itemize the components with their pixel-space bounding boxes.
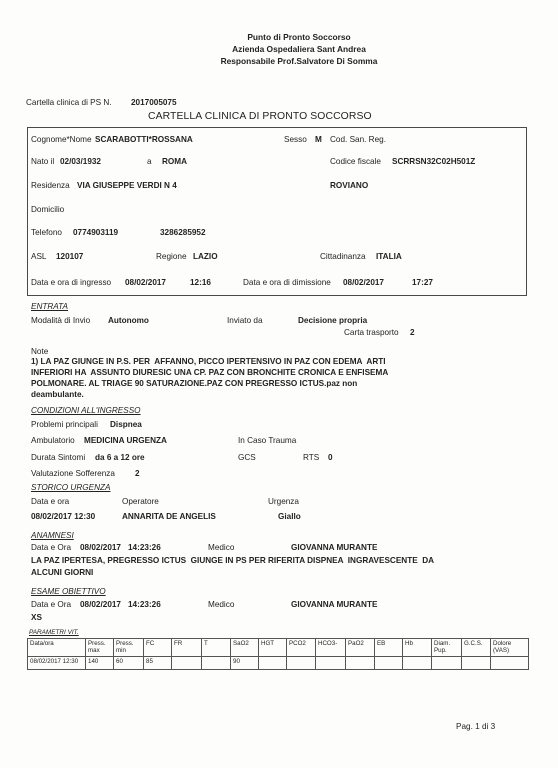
exam-doctor: GIOVANNA MURANTE xyxy=(291,600,378,609)
table-cell xyxy=(432,657,462,670)
header-facility-name: Punto di Pronto Soccorso xyxy=(247,32,351,42)
notes-label: Note xyxy=(31,347,49,356)
trauma-label: In Caso Trauma xyxy=(238,436,297,445)
header-responsible: Responsabile Prof.Salvatore Di Somma xyxy=(220,56,378,66)
patient-name: SCARABOTTI*ROSSANA xyxy=(95,135,193,144)
anamnesis-datetime-label: Data e Ora xyxy=(31,543,72,552)
anamnesis-doctor: GIOVANNA MURANTE xyxy=(291,543,378,552)
discharge-date: 08/02/2017 xyxy=(343,278,384,287)
page-number: Pag. 1 di 3 xyxy=(456,722,496,731)
document-title: CARTELLA CLINICA DI PRONTO SOCCORSO xyxy=(148,111,372,122)
record-number-label: Cartella clinica di PS N. xyxy=(26,98,112,107)
anamnesis-date: 08/02/2017 xyxy=(80,543,121,552)
exam-time: 14:23:26 xyxy=(128,600,161,609)
exam-doctor-label: Medico xyxy=(208,600,235,609)
asl-label: ASL xyxy=(31,252,47,261)
sent-by-value: Decisione propria xyxy=(298,316,368,325)
column-header: Press. min xyxy=(114,639,144,657)
notes-line: POLMONARE. AL TRIAGE 90 SATURAZIONE.PAZ CON PREGRESSO ICTUS.paz non xyxy=(31,379,358,388)
table-cell: 90 xyxy=(231,657,259,670)
clinic-label: Ambulatorio xyxy=(31,436,75,445)
admission-date: 08/02/2017 xyxy=(125,278,166,287)
column-header: PCO2 xyxy=(287,639,316,657)
phone-secondary: 3286285952 xyxy=(160,228,206,237)
duration-value: da 6 a 12 ore xyxy=(95,453,145,462)
gcs-label: GCS xyxy=(238,453,256,462)
column-header: G.C.S. xyxy=(462,639,491,657)
table-cell xyxy=(375,657,403,670)
column-header: Data/ora xyxy=(28,639,86,657)
column-header: HGT xyxy=(259,639,287,657)
notes-line: INFERIORI HA ASSUNTO DIURESIC UNA CP. PAZ CON BRONCHITE CRONICA E ENFISEMA xyxy=(31,368,389,377)
sent-by-label: Inviato da xyxy=(227,316,263,325)
column-header: Diam. Pup. xyxy=(432,639,462,657)
table-cell xyxy=(491,657,529,670)
vital-params-table xyxy=(27,638,529,670)
name-label: Cognome*Nome xyxy=(31,135,92,144)
history-datetime: 08/02/2017 12:30 xyxy=(31,512,96,521)
phone-label: Telefono xyxy=(31,228,62,237)
transport-label: Carta trasporto xyxy=(344,328,399,337)
discharge-label: Data e ora di dimissione xyxy=(243,278,331,287)
exam-heading: ESAME OBIETTIVO xyxy=(31,587,106,596)
exam-datetime-label: Data e Ora xyxy=(31,600,72,609)
duration-label: Durata Sintomi xyxy=(31,453,86,462)
record-number-value: 2017005075 xyxy=(131,98,177,107)
admission-time: 12:16 xyxy=(190,278,211,287)
column-header: HCO3- xyxy=(316,639,346,657)
history-urgency-label: Urgenza xyxy=(268,497,299,506)
table-cell xyxy=(259,657,287,670)
mode-value: Autonomo xyxy=(108,316,149,325)
mode-label: Modalità di Invio xyxy=(31,316,91,325)
history-datetime-label: Data e ora xyxy=(31,497,70,506)
table-cell xyxy=(403,657,432,670)
history-operator-label: Operatore xyxy=(122,497,159,506)
clinic-value: MEDICINA URGENZA xyxy=(84,436,167,445)
vital-params-heading: PARAMETRI VIT. xyxy=(29,629,79,636)
patient-sex: M xyxy=(315,135,322,144)
table-cell xyxy=(462,657,491,670)
history-operator: ANNARITA DE ANGELIS xyxy=(122,512,216,521)
asl-value: 120107 xyxy=(56,252,84,261)
table-cell: 85 xyxy=(144,657,172,670)
column-header: PaO2 xyxy=(346,639,375,657)
table-header-row xyxy=(28,639,529,657)
region-value: LAZIO xyxy=(193,252,218,261)
health-code-label: Cod. San. Reg. xyxy=(330,135,386,144)
urgency-history-heading: STORICO URGENZA xyxy=(31,483,111,492)
column-header: FR xyxy=(172,639,202,657)
notes-line: 1) LA PAZ GIUNGE IN P.S. PER AFFANNO, PICCO IPERTENSIVO IN PAZ CON EDEMA ARTI xyxy=(31,357,386,366)
table-cell xyxy=(346,657,375,670)
anamnesis-text-line: LA PAZ IPERTESA, PREGRESSO ICTUS GIUNGE IN PS PER RIFERITA DISPNEA INGRAVESCENTE DA xyxy=(31,556,435,565)
birth-place: ROMA xyxy=(162,157,188,166)
exam-text: XS xyxy=(31,613,42,622)
birth-place-label: a xyxy=(147,157,152,166)
rts-label: RTS xyxy=(303,453,320,462)
residence-label: Residenza xyxy=(31,181,70,190)
column-header: Dolore (VAS) xyxy=(491,639,529,657)
anamnesis-doctor-label: Medico xyxy=(208,543,235,552)
problems-label: Problemi principali xyxy=(31,420,98,429)
header-hospital-name: Azienda Ospedaliera Sant Andrea xyxy=(232,44,366,54)
table-cell: 08/02/2017 12:30 xyxy=(28,657,86,670)
entrata-heading: ENTRATA xyxy=(31,302,68,311)
rts-value: 0 xyxy=(328,453,333,462)
phone-primary: 0774903119 xyxy=(73,228,119,237)
table-row xyxy=(28,657,529,670)
birth-label: Nato il xyxy=(31,157,55,166)
table-cell: 140 xyxy=(86,657,114,670)
exam-date: 08/02/2017 xyxy=(80,600,121,609)
residence-city: ROVIANO xyxy=(330,181,369,190)
domicile-label: Domicilio xyxy=(31,205,65,214)
problems-value: Dispnea xyxy=(110,420,142,429)
column-header: SaO2 xyxy=(231,639,259,657)
history-urgency: Giallo xyxy=(278,512,301,521)
column-header: FC xyxy=(144,639,172,657)
table-cell xyxy=(202,657,231,670)
citizenship-label: Cittadinanza xyxy=(320,252,366,261)
anamnesis-text-line: ALCUNI GIORNI xyxy=(31,568,94,577)
sex-label: Sesso xyxy=(284,135,307,144)
table-cell: 60 xyxy=(114,657,144,670)
table-cell xyxy=(172,657,202,670)
tax-code: SCRRSN32C02H501Z xyxy=(392,157,476,166)
table-cell xyxy=(316,657,346,670)
residence-address: VIA GIUSEPPE VERDI N 4 xyxy=(77,181,177,190)
admission-label: Data e ora di ingresso xyxy=(31,278,112,287)
citizenship-value: ITALIA xyxy=(376,252,402,261)
anamnesis-heading: ANAMNESI xyxy=(31,531,74,540)
notes-line: deambulante. xyxy=(31,390,84,399)
discharge-time: 17:27 xyxy=(412,278,433,287)
suffering-value: 2 xyxy=(135,469,140,478)
birth-date: 02/03/1932 xyxy=(60,157,101,166)
column-header: Hb xyxy=(403,639,432,657)
patient-info-box xyxy=(27,127,527,296)
region-label: Regione xyxy=(156,252,187,261)
column-header: T xyxy=(202,639,231,657)
table-cell xyxy=(287,657,316,670)
transport-value: 2 xyxy=(410,328,415,337)
column-header: EB xyxy=(375,639,403,657)
suffering-label: Valutazione Sofferenza xyxy=(31,469,115,478)
conditions-heading: CONDIZIONI ALL'INGRESSO xyxy=(31,406,141,415)
tax-code-label: Codice fiscale xyxy=(330,157,381,166)
column-header: Press. max xyxy=(86,639,114,657)
anamnesis-time: 14:23:26 xyxy=(128,543,161,552)
